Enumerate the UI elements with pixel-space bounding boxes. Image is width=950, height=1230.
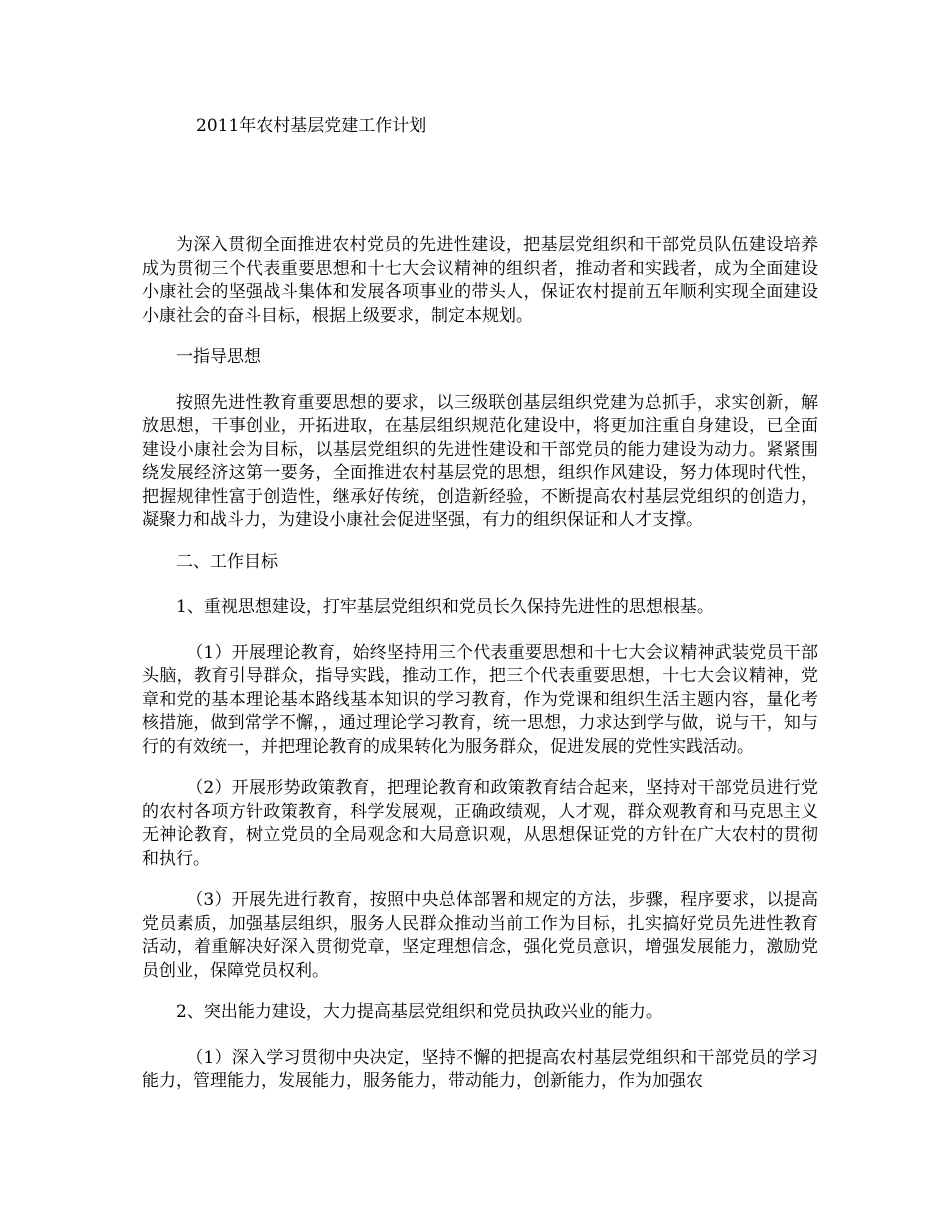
intro-paragraph: 为深入贯彻全面推进农村党员的先进性建设，把基层党组织和干部党员队伍建设培养成为贯彻三个代表重要思想和十七大会议精神的组织者，推动者和实践者，成为全面建设小康社会的坚强战斗集体和发展各项事业的带头人，保证农村提前五年顺利实现全面建设小康社会的奋斗目标，根据上级要求，制定本规划。	[142, 235, 818, 326]
goal-1-item-2-paragraph: （2）开展形势政策教育，把理论教育和政策教育结合起来，坚持对干部党员进行党的农村各项方针政策教育，科学发展观，正确政绩观，人才观，群众观教育和马克思主义无神论教育，树立党员的全局观念和大局意识观，从思想保证党的方针在广大农村的贯彻和执行。	[142, 778, 818, 869]
guiding-ideology-paragraph: 按照先进性教育重要思想的要求，以三级联创基层组织党建为总抓手，求实创新，解放思想，干事创业，开拓进取，在基层组织规范化建设中，将更加注重自身建设，已全面建设小康社会为目标，以基层党组织的先进性建设和干部党员的能力建设为动力。紧紧围绕发展经济这第一要务，全面推进农村基层党的思想，组织作风建设，努力体现时代性，把握规律性富于创造性，继承好传统，创造新经验，不断提高农村基层党组织的创造力，凝聚力和战斗力，为建设小康社会促进坚强，有力的组织保证和人才支撑。	[142, 392, 818, 530]
section-heading-work-goals: 二、工作目标	[176, 551, 278, 572]
goal-2-item-1-paragraph: （1）深入学习贯彻中央决定，坚持不懈的把提高农村基层党组织和干部党员的学习能力，管理能力，发展能力，服务能力，带动能力，创新能力，作为加强农	[142, 1047, 818, 1091]
document-body	[142, 234, 818, 1112]
goal-1-item-3-paragraph: （3）开展先进行教育，按照中央总体部署和规定的方法，步骤，程序要求，以提高党员素质，加强基层组织，服务人民群众推动当前工作为目标，扎实搞好党员先进性教育活动，着重解决好深入贯彻党章，坚定理想信念，强化党员意识，增强发展能力，激励党员创业，保障党员权利。	[142, 890, 818, 981]
goal-2-heading: 2、突出能力建设，大力提高基层党组织和党员执政兴业的能力。	[176, 1002, 663, 1022]
goal-1-item-1-paragraph: （1）开展理论教育，始终坚持用三个代表重要思想和十七大会议精神武装党员干部头脑，教育引导群众，指导实践，推动工作，把三个代表重要思想，十七大会议精神，党章和党的基本理论基本路线基本知识的学习教育，作为党课和组织生活主题内容，量化考核措施，做到常学不懈，，通过理论学习教育，统一思想，力求达到学与做，说与干，知与行的有效统一，并把理论教育的成果转化为服务群众，促进发展的党性实践活动。	[142, 642, 818, 757]
section-heading-guiding-ideology: 一指导思想	[176, 347, 261, 367]
goal-1-heading: 1、重视思想建设，打牢基层党组织和党员长久保持先进性的思想根基。	[176, 597, 714, 617]
document-title: 2011年农村基层党建工作计划	[196, 116, 427, 136]
